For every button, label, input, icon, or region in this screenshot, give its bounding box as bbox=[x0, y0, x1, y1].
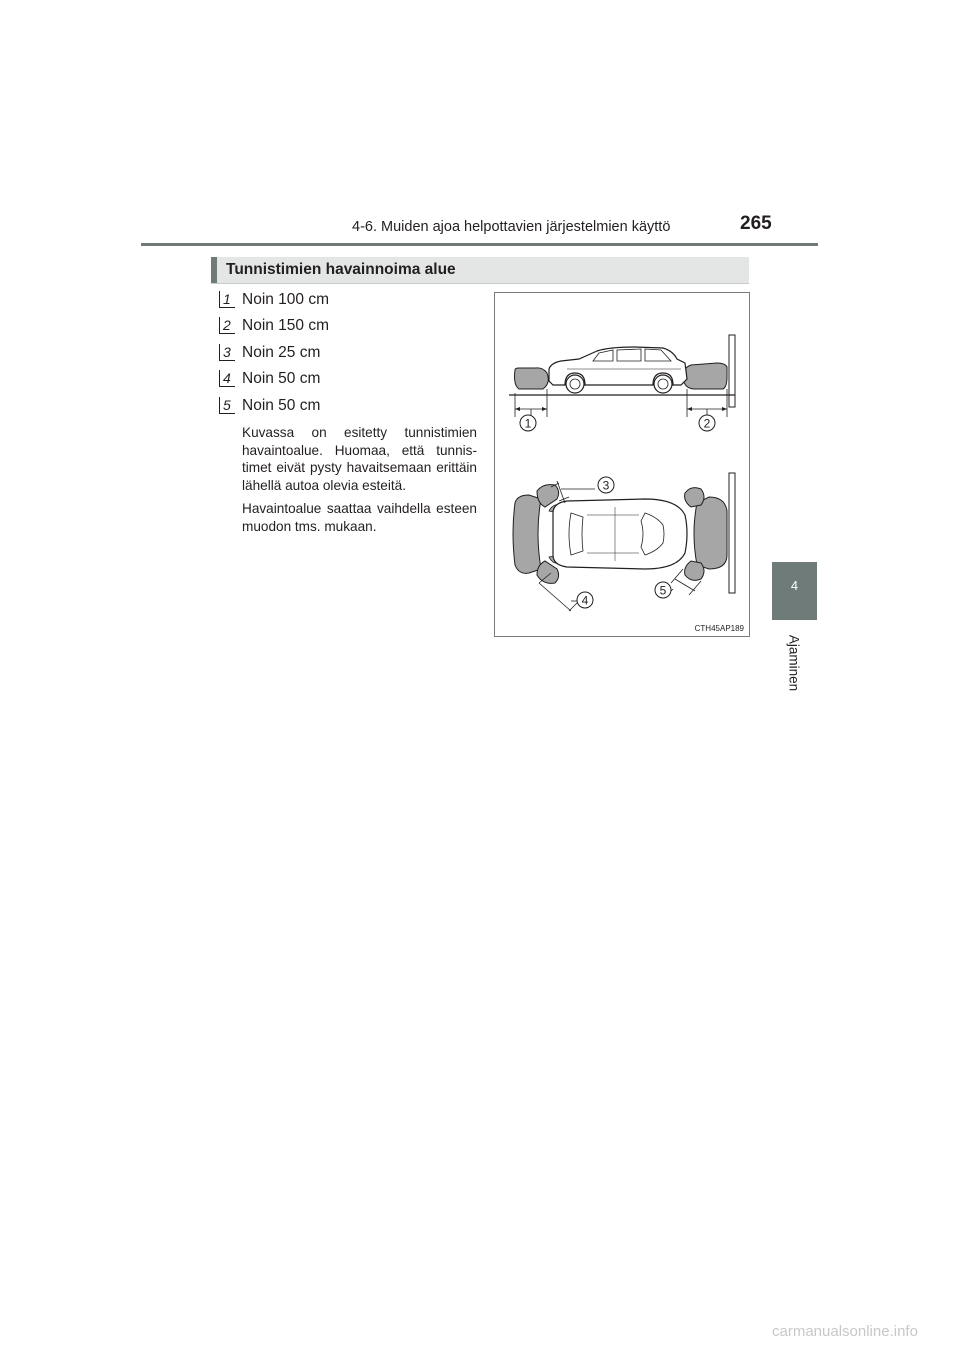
callout-2-text: 2 bbox=[703, 416, 711, 431]
item-label: Noin 50 cm bbox=[242, 397, 321, 414]
front-corner-detection-area bbox=[685, 488, 704, 507]
sensor-range-diagram bbox=[495, 293, 751, 638]
header-rule bbox=[141, 243, 818, 246]
figure-code: CTH45AP189 bbox=[694, 624, 744, 633]
chapter-tab-number: 4 bbox=[790, 578, 799, 593]
chapter-tab-label bbox=[771, 630, 817, 696]
front-center-detection-area bbox=[694, 497, 727, 569]
section-accent bbox=[211, 257, 217, 283]
wall-shape bbox=[729, 473, 735, 593]
wall-shape bbox=[729, 335, 735, 407]
item-label: Noin 25 cm bbox=[242, 344, 321, 361]
callout-5-text: 5 bbox=[659, 583, 667, 598]
chapter-title: 4-6. Muiden ajoa helpottavien järjestelmien käyttö bbox=[352, 219, 671, 235]
watermark: carmanualsonline.info bbox=[772, 1323, 918, 1340]
rear-corner-detection-area bbox=[537, 561, 559, 583]
item-number: 3 bbox=[219, 344, 235, 361]
section-title: Tunnistimien havainnoima alue bbox=[226, 261, 456, 278]
item-number: 4 bbox=[219, 370, 235, 387]
item-label: Noin 100 cm bbox=[242, 291, 330, 308]
item-number: 2 bbox=[219, 317, 235, 334]
chapter-tab bbox=[772, 562, 817, 620]
rear-center-detection-area bbox=[513, 495, 541, 573]
callout-4-text: 4 bbox=[581, 593, 589, 608]
rear-detection-area bbox=[515, 368, 549, 389]
item-number: 5 bbox=[219, 397, 235, 414]
sensor-range-figure bbox=[494, 292, 750, 637]
page-number: 265 bbox=[740, 213, 772, 234]
car-top-view bbox=[553, 499, 687, 569]
note-paragraph: Kuvassa on esitetty tunnistimien havaintoalue. Huomaa, että tunnis- timet eivät pysty havaitsemaan erittäin lähellä autoa olevia esteitä. bbox=[242, 425, 477, 493]
item-number: 1 bbox=[219, 291, 235, 308]
front-detection-area bbox=[683, 363, 727, 389]
note-paragraph: Havaintoalue saattaa vaihdella esteen muodon tms. mukaan. bbox=[242, 501, 477, 534]
item-label: Noin 150 cm bbox=[242, 317, 330, 334]
section-heading-bar bbox=[211, 257, 749, 284]
chapter-tab-label-text: Ajaminen bbox=[786, 634, 802, 692]
rear-corner-detection-area bbox=[537, 485, 559, 507]
callout-1-text: 1 bbox=[524, 416, 532, 431]
front-corner-detection-area bbox=[685, 561, 704, 580]
callout-3-text: 3 bbox=[602, 478, 610, 493]
item-label: Noin 50 cm bbox=[242, 370, 321, 387]
